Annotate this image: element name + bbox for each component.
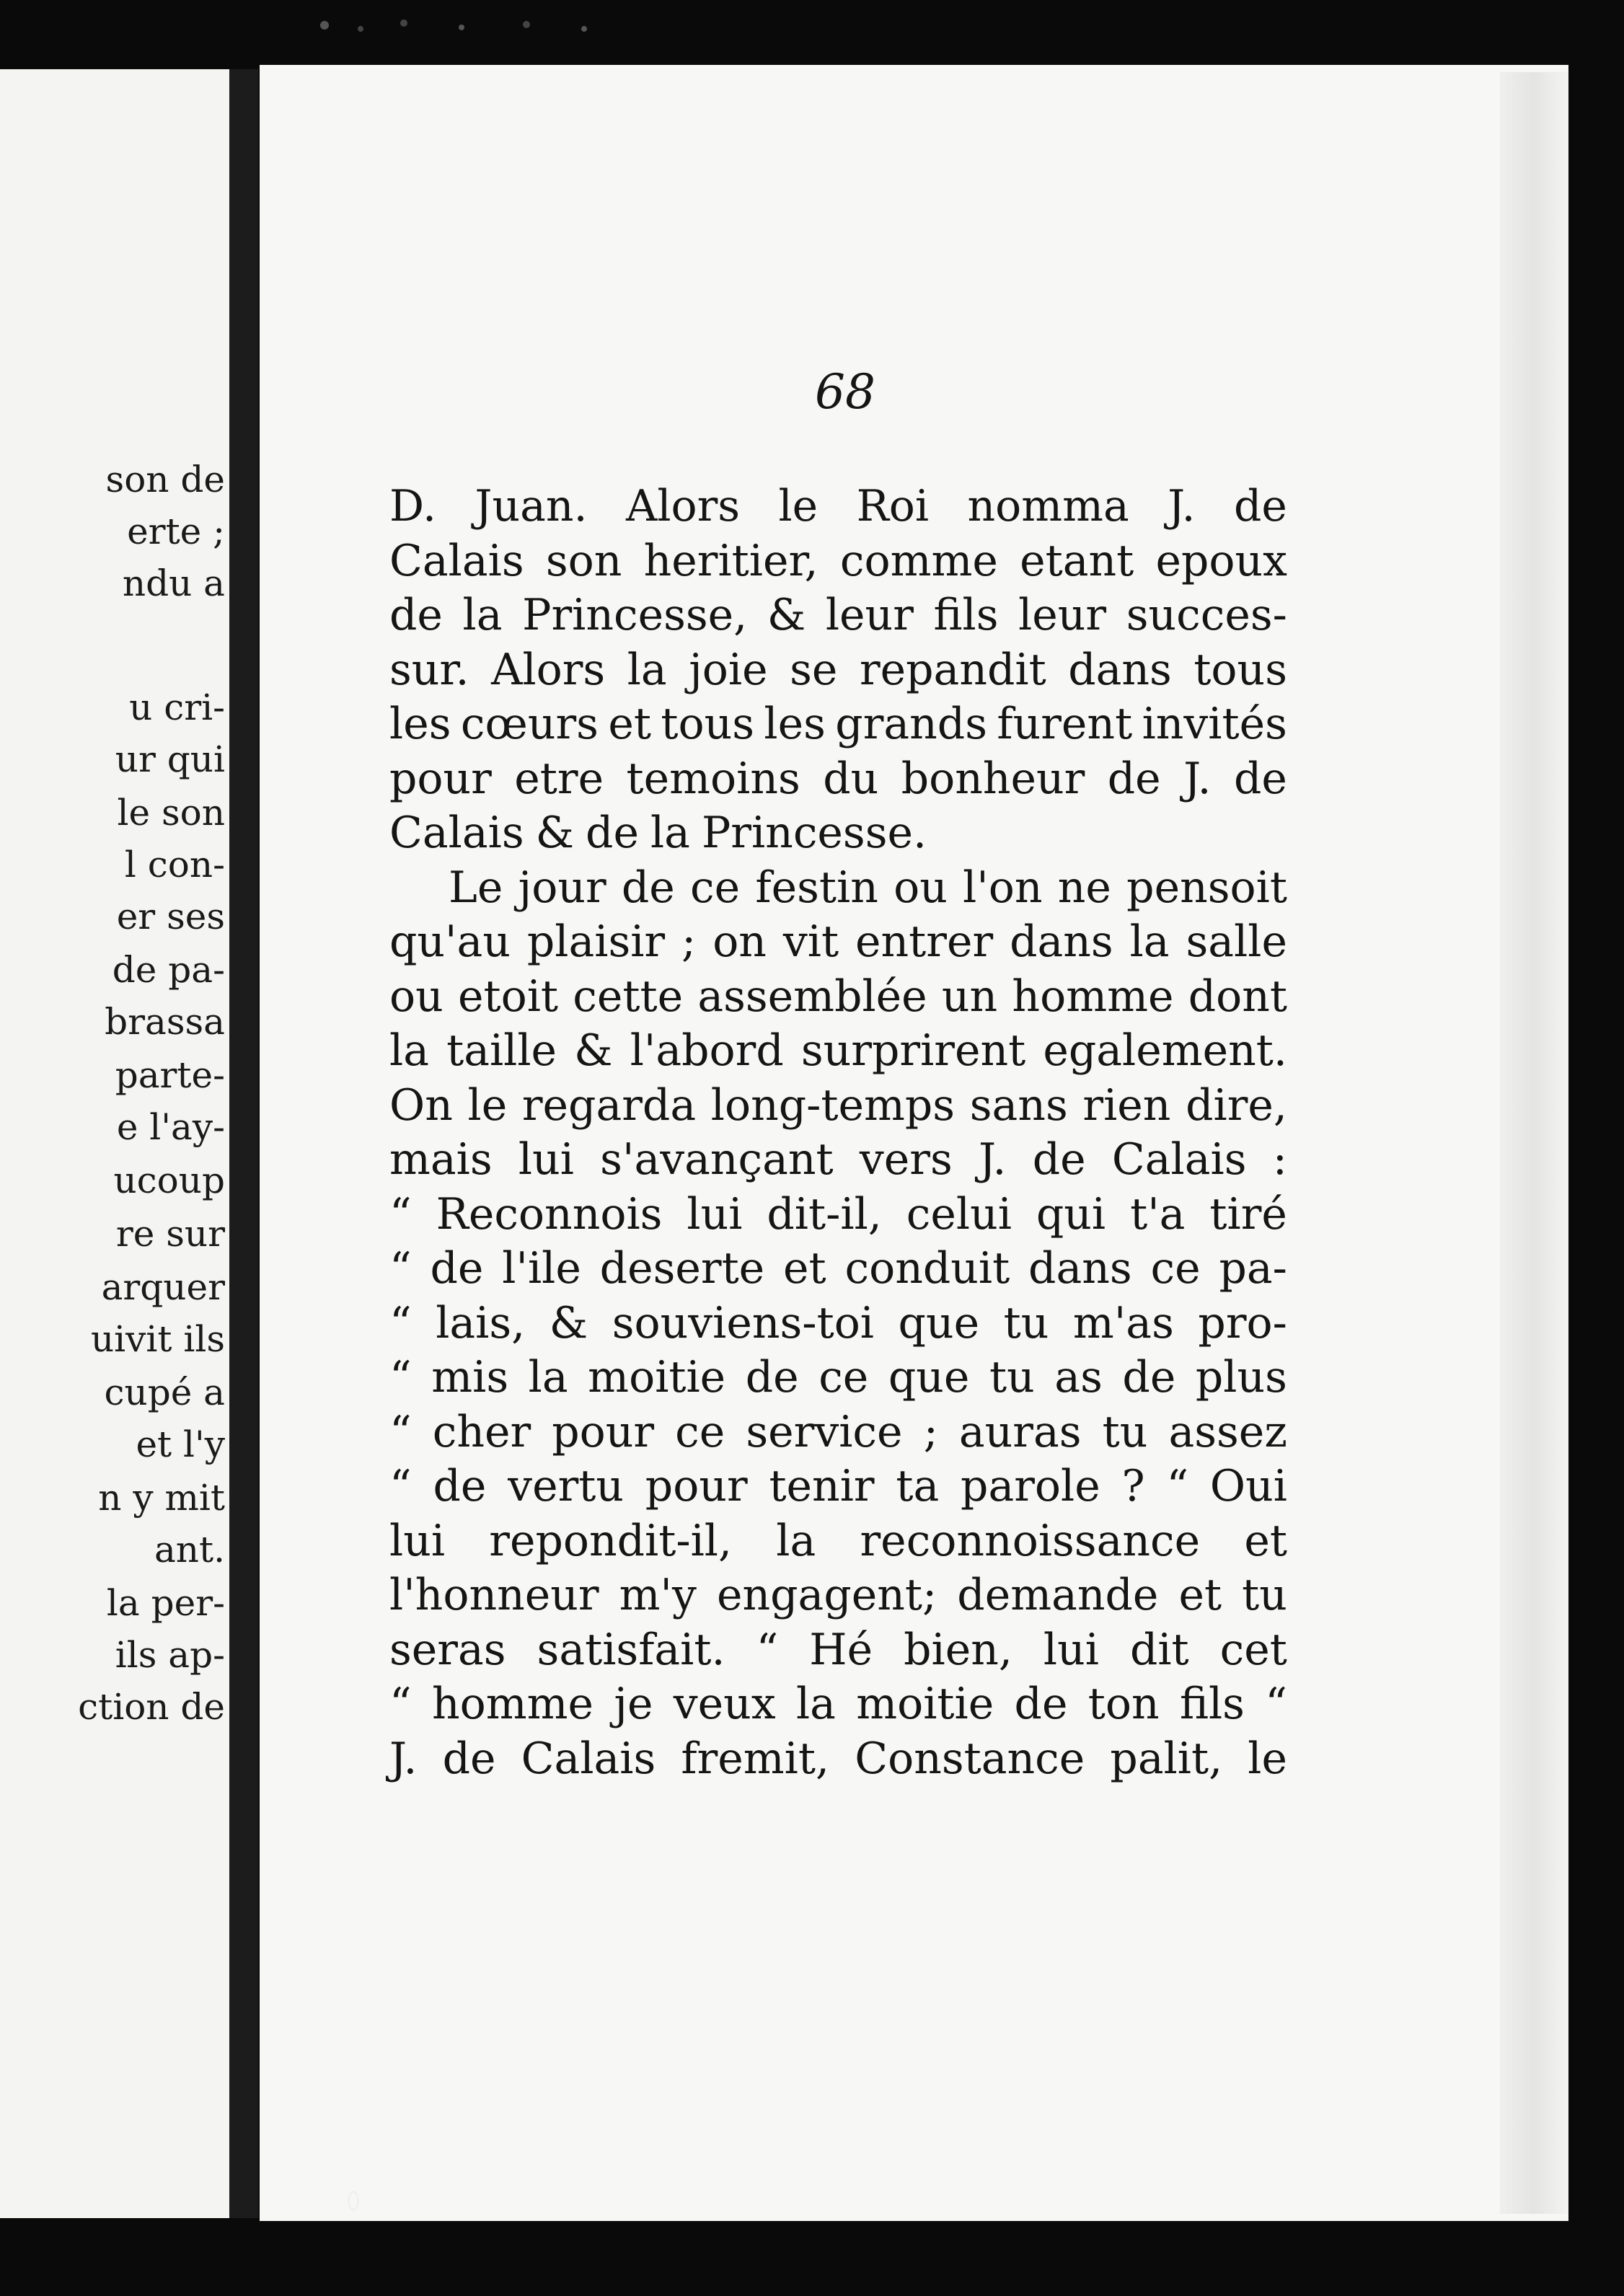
word: joie	[689, 644, 768, 695]
word: “	[389, 1461, 412, 1511]
page-number: 68	[815, 364, 875, 420]
book-spine	[229, 69, 258, 2218]
word: vertu	[508, 1461, 625, 1511]
text-line	[389, 1623, 1287, 1678]
word: “	[389, 1243, 412, 1294]
word: homme	[431, 1679, 594, 1729]
left-page-line: parte-	[115, 1054, 225, 1096]
text-line	[389, 1297, 1287, 1351]
word: Calais	[389, 535, 524, 586]
word: salle	[1186, 917, 1287, 967]
word: leur	[1018, 590, 1107, 640]
word: pour	[389, 753, 492, 804]
left-page-fragment	[0, 69, 229, 2218]
scan-speck	[348, 2191, 359, 2211]
word: dans	[1068, 644, 1172, 695]
word: se	[790, 644, 838, 695]
left-page-line: son de	[105, 459, 225, 500]
page-edge	[1500, 72, 1568, 2214]
word: et	[1244, 1515, 1287, 1566]
word: On	[389, 1079, 453, 1131]
left-page-line: brassa	[105, 1001, 225, 1043]
text-line	[389, 1351, 1287, 1405]
word: Princesse.	[701, 808, 927, 858]
text-line	[389, 1133, 1287, 1188]
word: vers	[859, 1134, 953, 1185]
text-line	[389, 1079, 1287, 1134]
word: l'ile	[502, 1243, 581, 1294]
word: tu	[1003, 1297, 1049, 1348]
word: Hé	[809, 1624, 873, 1675]
word: lui	[518, 1134, 574, 1185]
word: egalement.	[1043, 1025, 1287, 1076]
text-line	[389, 1242, 1287, 1297]
word: tous	[661, 699, 755, 749]
word: dans	[1028, 1243, 1132, 1294]
word: “	[1265, 1679, 1287, 1729]
word: regarda	[521, 1079, 697, 1131]
left-page-line: ur qui	[115, 738, 225, 780]
word: on	[712, 917, 767, 967]
left-page-line: cupé a	[104, 1372, 225, 1413]
left-page-line: ils ap-	[115, 1634, 225, 1676]
word: s'avançant	[600, 1134, 834, 1185]
word: entrer	[855, 917, 994, 967]
word: fremit,	[681, 1733, 830, 1784]
word: jour	[518, 862, 606, 913]
word: heritier,	[643, 535, 818, 586]
word: l'honneur	[389, 1570, 599, 1620]
left-page-line: arquer	[101, 1266, 225, 1308]
word: son	[545, 535, 622, 586]
word: veux	[673, 1679, 776, 1729]
word: cœurs	[460, 699, 599, 749]
word: repandit	[859, 644, 1046, 695]
word: tu	[1242, 1570, 1287, 1620]
word: &	[574, 1025, 613, 1076]
text-line	[389, 1732, 1287, 1787]
word: et	[1178, 1570, 1222, 1620]
word: tiré	[1209, 1188, 1287, 1240]
word: dit-il,	[767, 1188, 882, 1240]
word: souviens-toi	[612, 1297, 874, 1348]
word: la	[389, 1025, 429, 1076]
word: la	[462, 590, 503, 640]
word: fils	[1179, 1679, 1245, 1729]
word: de	[430, 1243, 484, 1294]
word: surprirent	[800, 1025, 1026, 1076]
word: “	[1166, 1461, 1189, 1511]
word: qui	[1036, 1188, 1106, 1240]
text-line	[389, 1460, 1287, 1514]
word: tu	[989, 1352, 1035, 1403]
text-line	[389, 752, 1287, 807]
left-page-line: ucoup	[113, 1160, 225, 1201]
word: auras	[958, 1406, 1082, 1457]
word: m'y	[619, 1570, 697, 1620]
word: mis	[431, 1352, 509, 1403]
word: J.	[1183, 753, 1212, 804]
word: celui	[906, 1188, 1012, 1240]
word: de	[1233, 481, 1287, 531]
word: &	[535, 808, 575, 858]
word: lais,	[436, 1297, 526, 1348]
left-page-line: l con-	[124, 844, 225, 886]
word: comme	[839, 535, 998, 586]
word: festin	[755, 862, 878, 913]
word: tu	[1102, 1406, 1148, 1457]
text-line	[389, 915, 1287, 970]
word: tenir	[769, 1461, 875, 1511]
body-text	[389, 480, 1287, 1786]
word: la	[795, 1679, 836, 1729]
word: dans	[1010, 917, 1113, 967]
left-page-line: er ses	[116, 896, 225, 937]
word: pour	[645, 1461, 748, 1511]
word: “	[389, 1406, 412, 1457]
text-line	[389, 588, 1287, 643]
word: assez	[1168, 1406, 1287, 1457]
word: et	[783, 1243, 826, 1294]
word: lui	[1043, 1624, 1099, 1675]
word: ou	[893, 862, 948, 913]
word: de	[586, 808, 639, 858]
word: cher	[432, 1406, 531, 1457]
word: de	[433, 1461, 487, 1511]
word: m'as	[1072, 1297, 1174, 1348]
scan-specks	[310, 7, 671, 43]
word: palit,	[1110, 1733, 1223, 1784]
word: l'abord	[630, 1025, 784, 1076]
word: J.	[979, 1134, 1007, 1185]
word: les	[389, 699, 451, 749]
word: qu'au	[389, 917, 511, 967]
word: plaisir	[526, 917, 666, 967]
left-page-line: uivit ils	[90, 1318, 225, 1360]
word: invités	[1142, 699, 1287, 749]
word: de	[621, 862, 675, 913]
left-page-line: u cri-	[129, 686, 225, 728]
word: conduit	[844, 1243, 1010, 1294]
word: ta	[896, 1461, 940, 1511]
word: la	[776, 1515, 816, 1566]
word: deserte	[599, 1243, 765, 1294]
word: de	[1014, 1679, 1068, 1729]
word: Calais	[521, 1733, 656, 1784]
word: ce	[1150, 1243, 1201, 1294]
word: Constance	[855, 1733, 1085, 1784]
word: Oui	[1209, 1461, 1287, 1511]
left-page-line: erte ;	[127, 511, 225, 552]
word: dire,	[1186, 1079, 1287, 1131]
word: &	[767, 590, 806, 640]
word: “	[756, 1624, 779, 1675]
word: vit	[782, 917, 839, 967]
word: epoux	[1155, 535, 1287, 586]
word: pensoit	[1126, 862, 1287, 913]
word: sans	[969, 1079, 1068, 1131]
text-line	[389, 1514, 1287, 1569]
word: assemblée	[697, 971, 927, 1022]
word: rien	[1082, 1079, 1171, 1131]
word: cette	[573, 971, 684, 1022]
word: bien,	[904, 1624, 1012, 1675]
word: “	[389, 1297, 412, 1348]
left-page-line: re sur	[115, 1213, 225, 1255]
word: le	[1248, 1733, 1287, 1784]
word: engagent;	[717, 1570, 937, 1620]
word: pour	[552, 1406, 655, 1457]
word: du	[823, 753, 879, 804]
left-page-line: le son	[117, 792, 225, 834]
word: Juan.	[475, 481, 588, 531]
word: plus	[1195, 1352, 1287, 1403]
text-line	[389, 861, 1287, 916]
word: ce	[818, 1352, 869, 1403]
word: grands	[835, 699, 987, 749]
word: ?	[1121, 1461, 1145, 1511]
word: long-temps	[710, 1079, 956, 1131]
word: J.	[1168, 481, 1196, 531]
word: “	[389, 1679, 412, 1729]
word: l'on	[963, 862, 1043, 913]
left-page-line: ction de	[78, 1686, 225, 1728]
word: les	[764, 699, 826, 749]
word: lui	[687, 1188, 743, 1240]
word: repondit-il,	[489, 1515, 733, 1566]
word: je	[614, 1679, 653, 1729]
word: que	[898, 1297, 980, 1348]
word: t'a	[1130, 1188, 1186, 1240]
text-line	[389, 1188, 1287, 1242]
text-line	[389, 697, 1287, 752]
word: ne	[1057, 862, 1111, 913]
text-line	[389, 1677, 1287, 1732]
word: etre	[514, 753, 604, 804]
text-line	[389, 806, 1287, 861]
left-page-line: ant.	[154, 1529, 225, 1571]
word: la	[528, 1352, 568, 1403]
word: cet	[1219, 1624, 1287, 1675]
word: le	[778, 481, 818, 531]
text-line	[389, 1024, 1287, 1079]
text-line	[389, 480, 1287, 534]
word: moitie	[588, 1352, 726, 1403]
word: de	[389, 590, 443, 640]
word: “	[389, 1188, 412, 1240]
word: pro-	[1198, 1297, 1287, 1348]
word: &	[549, 1297, 588, 1348]
word: de	[1234, 753, 1287, 804]
word: et	[608, 699, 651, 749]
word: de	[442, 1733, 496, 1784]
word: etant	[1020, 535, 1134, 586]
word: Roi	[856, 481, 930, 531]
word: parole	[961, 1461, 1100, 1511]
word: leur	[825, 590, 914, 640]
word: seras	[389, 1624, 506, 1675]
word: nomma	[967, 481, 1129, 531]
word: temoins	[626, 753, 800, 804]
word: sur.	[389, 644, 469, 695]
word: J.	[389, 1733, 418, 1784]
word: fils	[933, 590, 999, 640]
word: la	[627, 644, 667, 695]
word: de	[1032, 1134, 1086, 1185]
word: taille	[446, 1025, 557, 1076]
word: ;	[681, 917, 697, 967]
word: dont	[1188, 971, 1287, 1022]
word: Calais	[1111, 1134, 1247, 1185]
word: Alors	[625, 481, 741, 531]
word: le	[467, 1079, 508, 1131]
word: “	[389, 1352, 412, 1403]
word: Princesse,	[522, 590, 748, 640]
word: service	[746, 1406, 903, 1457]
word: Reconnois	[436, 1188, 663, 1240]
word: ce	[690, 862, 741, 913]
left-page-line: ndu a	[122, 562, 225, 604]
text-line	[389, 643, 1287, 698]
left-page-line: de pa-	[112, 949, 225, 991]
word: reconnoissance	[860, 1515, 1201, 1566]
left-page-line: la per-	[106, 1582, 225, 1624]
word: succes-	[1126, 590, 1287, 640]
word: tous	[1193, 644, 1287, 695]
word: la	[1129, 917, 1170, 967]
word: demande	[957, 1570, 1159, 1620]
word: :	[1272, 1134, 1287, 1185]
word: etoit	[457, 971, 559, 1022]
word: la	[650, 808, 690, 858]
word: pa-	[1219, 1243, 1287, 1294]
word: mais	[389, 1134, 493, 1185]
text-line	[389, 534, 1287, 589]
word: lui	[389, 1515, 446, 1566]
left-page-line: e l'ay-	[116, 1106, 225, 1148]
text-line	[389, 970, 1287, 1025]
word: moitie	[856, 1679, 994, 1729]
word: D.	[389, 481, 437, 531]
word: ou	[389, 971, 443, 1022]
left-page-line: et l'y	[136, 1423, 225, 1465]
word: homme	[1012, 971, 1174, 1022]
word: dit	[1129, 1624, 1189, 1675]
word: de	[745, 1352, 799, 1403]
word: ;	[923, 1406, 938, 1457]
word: Alors	[491, 644, 606, 695]
word: furent	[997, 699, 1133, 749]
word: de	[1107, 753, 1161, 804]
text-line	[389, 1568, 1287, 1623]
word: que	[888, 1352, 970, 1403]
word: as	[1054, 1352, 1103, 1403]
word: ton	[1087, 1679, 1160, 1729]
word: bonheur	[901, 753, 1085, 804]
word: Le	[449, 862, 503, 913]
word: Calais	[389, 808, 524, 858]
word: un	[941, 971, 998, 1022]
word: satisfait.	[537, 1624, 725, 1675]
left-page-line: n y mit	[98, 1477, 225, 1519]
word: ce	[675, 1406, 725, 1457]
word: de	[1122, 1352, 1176, 1403]
text-line	[389, 1405, 1287, 1460]
